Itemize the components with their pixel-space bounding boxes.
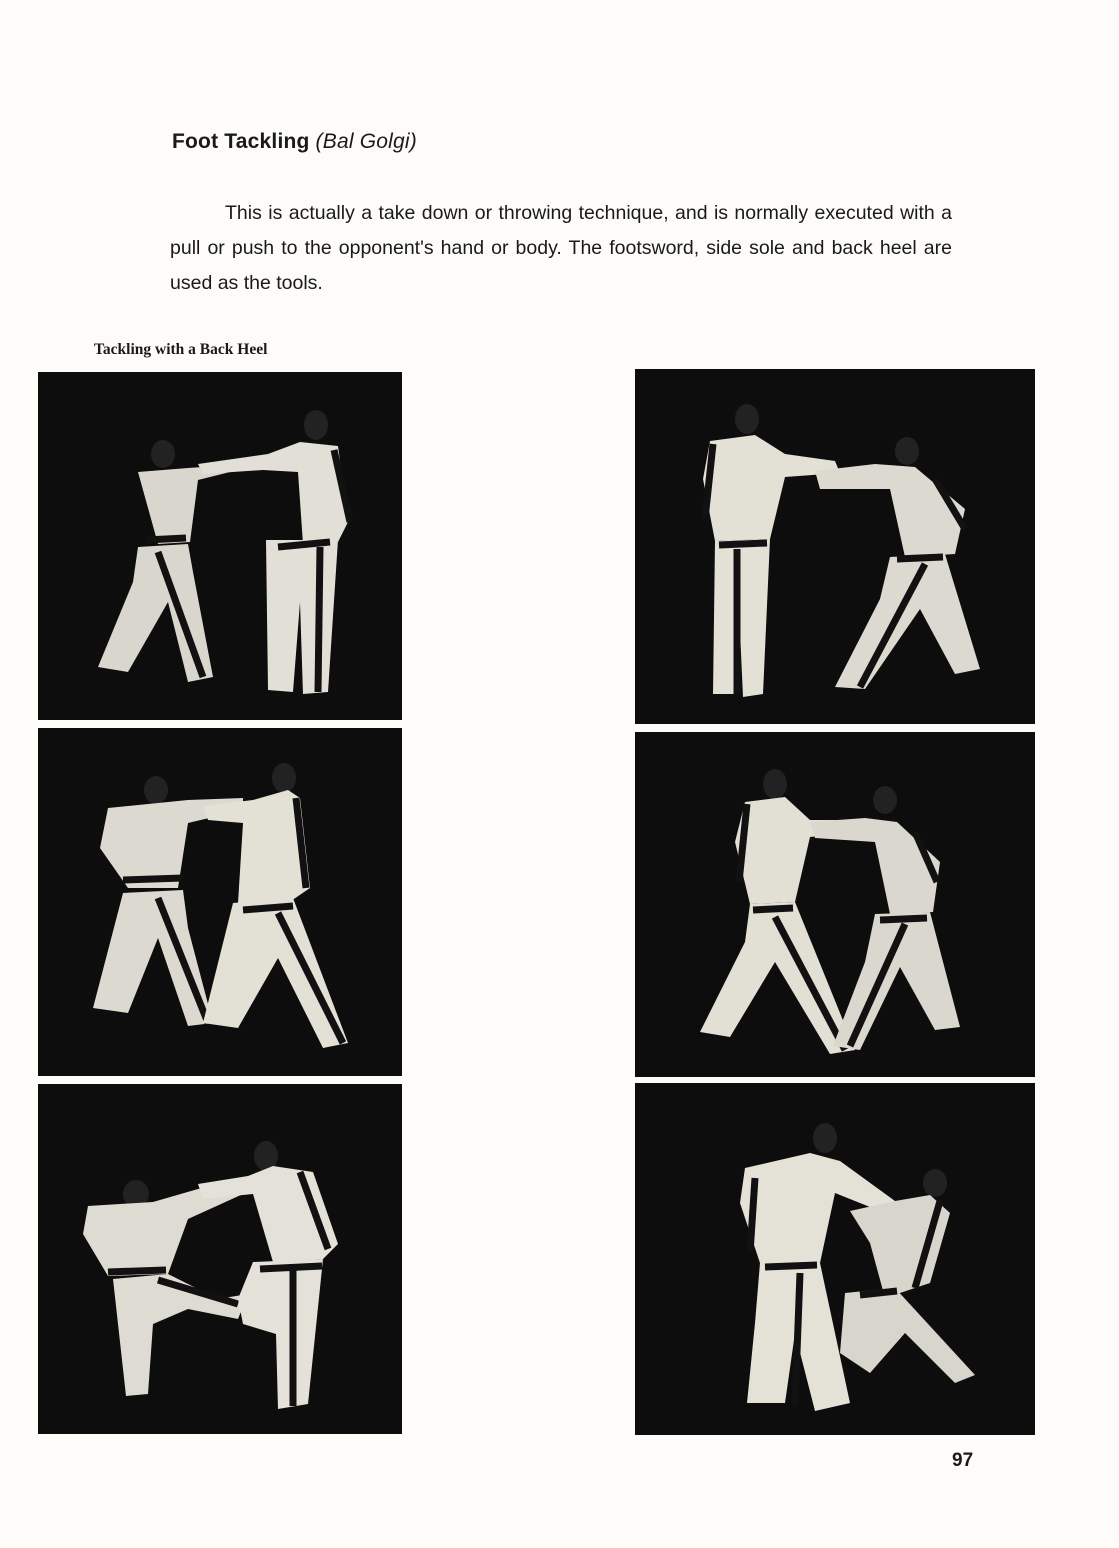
photo-left-3 [38,1084,402,1434]
photo-right-3 [635,1083,1035,1435]
photo-right-1 [635,369,1035,724]
page-number: 97 [952,1450,974,1471]
photo-right-2 [635,732,1035,1077]
heading-subtitle: (Bal Golgi) [315,130,417,153]
photo-caption: Tackling with a Back Heel [94,341,268,358]
heading-title: Foot Tackling [172,130,310,153]
photo-left-1 [38,372,402,720]
body-paragraph: This is actually a take down or throwing technique, and is normally executed with a pull or push to the opponent's hand or body. The footsword, side sole and back heel are used as the tools. [170,202,952,294]
section-heading [172,130,417,154]
photo-left-2 [38,728,402,1076]
